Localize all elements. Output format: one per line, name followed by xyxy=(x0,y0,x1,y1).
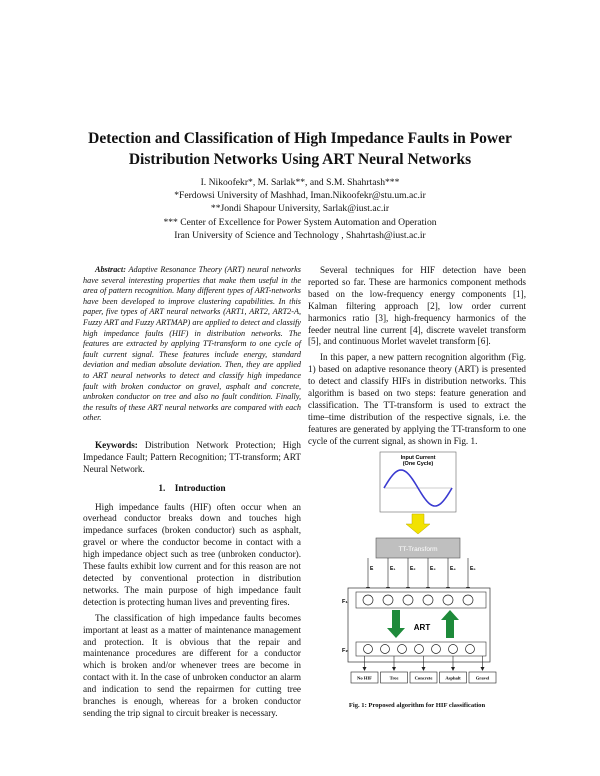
paragraph: Several techniques for HIF detection have been reported so far. These are harmonics component methods based on the low-frequency energy components [1], Kalman filtering approach [2], low order current harmonics ratio [3], high-frequency harmonics of the feeder neutral line current [4], discrete wavelet transform [5], and continuous Morlet wavelet transform [6]. xyxy=(308,265,526,347)
abstract xyxy=(83,265,301,424)
feature-label: E₂ xyxy=(410,566,416,572)
output-class-label: Gravel xyxy=(475,675,490,681)
figure-1 xyxy=(338,450,498,686)
arrow-down-icon xyxy=(406,514,430,534)
f1-node xyxy=(463,595,473,605)
author-block xyxy=(120,176,480,242)
f2-label: F₂ xyxy=(342,648,348,654)
paper-title: Detection and Classification of High Impedance Faults in Power Distribution Networks Using ART Neural Networks xyxy=(88,130,512,168)
feature-label: E₃ xyxy=(430,566,436,572)
keywords xyxy=(83,440,301,476)
paragraph: In this paper, a new pattern recognition algorithm (Fig. 1) based on adaptive resonance theory (ART) is presented to detect and classify HIFs in distribution networks. This algorithm is based on two steps: feature generation and classification. The TT-transform is used to extract the time–time distribution of the respective signals, i.e. the features are generated by applying the TT-transform to one cycle of the current signal, as shown in Fig. 1. xyxy=(308,352,526,446)
f2-node xyxy=(466,645,475,654)
output-class-label: Asphalt xyxy=(445,675,461,681)
affiliation-2: **Jondi Shapour University, Sarlak@iust.ac.ir xyxy=(210,203,390,215)
paragraph: The classification of high impedance faults becomes important at least as a matter of maintenance management and protection. It is obvious that the repair and maintenance procedures are different for a conductor which is broken and/or whenever trees are become in contact with it. In the case of unbroken conductor an alarm and indication to send the repairmen for cutting tree branches is enough, whereas for a broken conductor sending the trip signal to circuit breaker is necessary. xyxy=(83,612,301,718)
feature-label: E₄ xyxy=(450,566,456,572)
f2-node xyxy=(432,645,441,654)
paragraph: High impedance faults (HIF) often occur when an overhead conductor breaks down and touches high impedance surfaces (broken conductor) such as asphalt, gravel or where the conductor become in contact with a high impedance object such as tree (unbroken conductor). These faults exhibit low current and for this reason are not detected by conventional protection in distribution networks. The main purpose of high impedance fault detection is protecting human lives and preventing fires. xyxy=(83,501,301,607)
arrow-down-icon xyxy=(363,667,367,671)
input-label-2: (One Cycle) xyxy=(402,461,434,467)
arrow-down-icon xyxy=(422,667,426,671)
arrow-down-icon xyxy=(481,667,485,671)
right-column xyxy=(308,265,526,452)
affiliation-4: Iran University of Science and Technology , Shahrtash@iust.ac.ir xyxy=(174,229,426,241)
algorithm-diagram xyxy=(338,450,498,686)
abstract-label: Abstract: xyxy=(95,265,126,274)
affiliation-3: *** Center of Excellence for Power System Automation and Operation xyxy=(163,216,437,228)
f1-node xyxy=(403,595,413,605)
f2-node xyxy=(381,645,390,654)
section-heading-introduction: 1. Introduction xyxy=(158,483,226,494)
f1-node xyxy=(363,595,373,605)
affiliation-1: *Ferdowsi University of Mashhad, Iman.Nikoofekr@stu.um.ac.ir xyxy=(174,190,426,202)
input-label-1: Input Current xyxy=(400,455,436,461)
keywords-text: Distribution Network Protection; High Impedance Fault; Pattern Recognition; TT-transform; ART Neural Network. xyxy=(83,439,301,474)
abstract-text: Adaptive Resonance Theory (ART) neural networks have several interesting properties that make them useful in the area of pattern recognition. Many different types of ART-networks have been developed to improve clustering capabilities. In this paper, five types of ART neural networks (ART1, ART2, ART2-A, Fuzzy ART and Fuzzy ARTMAP) are applied to detect and classify high impedance faults (HIF) in distribution networks. The features are extracted by applying TT-transform to one cycle of fault current signal. These features include energy, standard deviation and median absolute deviation. Then, they are applied to ART neural networks to detect and classify high impedance fault with broken conductor on gravel, asphalt and concrete, unbroken conductor on tree and also no fault condition. Finally, the results of these ART neural networks are compared with each other. xyxy=(83,265,301,423)
output-class-label: Tree xyxy=(389,675,399,681)
left-column xyxy=(83,265,301,724)
tt-transform-label: TT-Transform xyxy=(398,546,438,553)
f2-node xyxy=(398,645,407,654)
figure-caption: Fig. 1: Proposed algorithm for HIF classification xyxy=(348,702,486,709)
arrow-down-icon xyxy=(392,667,396,671)
f2-node xyxy=(364,645,373,654)
keywords-label: Keywords: xyxy=(95,439,138,450)
feature-label: E xyxy=(370,566,374,572)
arrow-down-icon xyxy=(451,667,455,671)
art-label: ART xyxy=(413,623,431,632)
f1-label: F₁ xyxy=(342,599,348,605)
output-class-label: No HIF xyxy=(357,675,372,681)
f2-node xyxy=(449,645,458,654)
f2-node xyxy=(415,645,424,654)
f1-node xyxy=(383,595,393,605)
feature-arrows xyxy=(366,558,476,591)
output-class-label: Concrete xyxy=(414,675,433,681)
feature-label: E₁ xyxy=(390,566,396,572)
feature-label: E₅ xyxy=(470,566,476,572)
author-names: I. Nikoofekr*, M. Sarlak**, and S.M. Shahrtash*** xyxy=(200,177,400,188)
f1-node xyxy=(423,595,433,605)
f1-node xyxy=(443,595,453,605)
